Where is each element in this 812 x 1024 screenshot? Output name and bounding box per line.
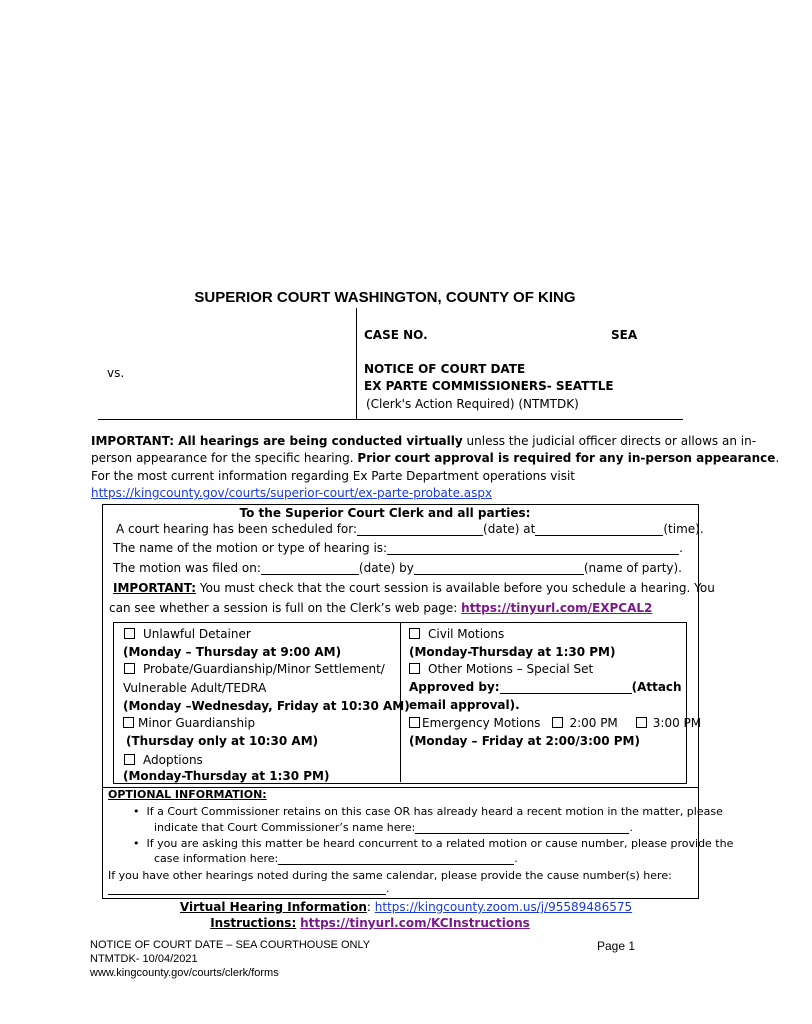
date-field[interactable] — [357, 523, 483, 536]
commissioner-line — [154, 821, 633, 834]
virtual-hearing-line — [0, 900, 812, 914]
case-info-field[interactable] — [278, 853, 514, 865]
bullet-icon: • — [133, 805, 147, 818]
form-important-line-1 — [113, 581, 715, 595]
form-important-line2-text: can see whether a session is full on the Clerk’s web page: — [109, 601, 462, 615]
form-heading: To the Superior Court Clerk and all parties: — [239, 506, 531, 520]
hearing-line — [116, 522, 704, 536]
unlawful-time: (Monday – Thursday at 9:00 AM) — [123, 645, 342, 659]
commissioner-period: . — [629, 821, 633, 834]
probate-time: (Monday –Wednesday, Friday at 10:30 AM) — [123, 699, 410, 713]
unlawful-checkbox[interactable] — [124, 628, 135, 639]
emergency-label: Emergency Motions — [422, 716, 541, 730]
civil-motions-option[interactable] — [409, 627, 504, 641]
probate-checkbox[interactable] — [124, 663, 135, 674]
unlawful-detainer-option[interactable] — [124, 627, 251, 641]
3pm-checkbox[interactable] — [636, 717, 647, 728]
2pm-label: 2:00 PM — [569, 716, 618, 730]
civil-time: (Monday-Thursday at 1:30 PM) — [409, 645, 616, 659]
motion-label: The name of the motion or type of hearing is: — [113, 541, 388, 555]
probate-label-2: Vulnerable Adult/TEDRA — [123, 681, 267, 695]
important-line2-a: person appearance for the specific hearing. — [91, 451, 358, 465]
case-info-line — [154, 852, 518, 865]
caption-divider-right — [356, 419, 683, 420]
probate-label: Probate/Guardianship/Minor Settlement/ — [143, 662, 385, 676]
unlawful-label: Unlawful Detainer — [143, 627, 251, 641]
approved-label: Approved by: — [409, 680, 500, 694]
important-rest: unless the judicial officer directs or allows an in- — [462, 434, 757, 448]
minor-guardianship-option[interactable] — [123, 716, 255, 730]
adoptions-checkbox[interactable] — [124, 754, 135, 765]
vs-label: vs. — [107, 366, 125, 380]
filed-by-label: (date) by — [358, 561, 414, 575]
page-number: Page 1 — [597, 939, 636, 953]
party-suffix: (name of party). — [583, 561, 682, 575]
virtual-sep: : — [366, 900, 375, 914]
email-approval: email approval). — [409, 698, 520, 712]
case-no-label: CASE NO. — [364, 328, 428, 342]
bullet-2-text: If you are asking this matter be heard concurrent to a related motion or cause number, please provide the — [146, 837, 734, 850]
case-info-period: . — [514, 852, 518, 865]
form-important-line-2 — [109, 601, 652, 615]
hearing-label: A court hearing has been scheduled for: — [116, 522, 358, 536]
important-line-1 — [91, 434, 756, 448]
time-suffix: (time). — [663, 522, 704, 536]
emergency-checkbox[interactable] — [409, 717, 420, 728]
adoptions-time: (Monday-Thursday at 1:30 PM) — [123, 769, 330, 783]
ex-parte-link[interactable]: https://kingcounty.gov/courts/superior-court/ex-parte-probate.aspx — [91, 486, 493, 500]
filed-label: The motion was filed on: — [113, 561, 261, 575]
minor-checkbox[interactable] — [123, 717, 134, 728]
virtual-label: Virtual Hearing Information — [179, 900, 367, 914]
notice-subtitle: EX PARTE COMMISSIONERS- SEATTLE — [364, 379, 614, 393]
other-motions-option[interactable] — [409, 662, 593, 676]
important-line2-c: . — [775, 451, 780, 465]
important-line-2 — [91, 451, 779, 465]
optional-heading: OPTIONAL INFORMATION: — [108, 788, 267, 801]
bullet-icon: • — [133, 837, 147, 850]
motion-field[interactable] — [387, 542, 679, 555]
civil-checkbox[interactable] — [409, 628, 420, 639]
important-line-3: For the most current information regarding Ex Parte Department operations visit — [91, 469, 576, 483]
adoptions-option[interactable] — [124, 753, 203, 767]
court-title: SUPERIOR COURT WASHINGTON, COUNTY OF KING — [194, 289, 576, 306]
other-hearings-line — [108, 882, 390, 895]
zoom-link[interactable]: https://kingcounty.zoom.us/j/95589486575 — [374, 900, 633, 914]
attach-label: (Attach — [631, 680, 682, 694]
form-important-label: IMPORTANT: — [113, 581, 197, 595]
2pm-checkbox[interactable] — [552, 717, 563, 728]
commissioner-label: indicate that Court Commissioner’s name here: — [154, 821, 416, 834]
form-important-text: You must check that the court session is available before you schedule a hearing. You — [196, 581, 715, 595]
bullet-1-text: If a Court Commissioner retains on this case OR has already heard a recent motion in the matter, please — [146, 805, 723, 818]
time-field[interactable] — [535, 523, 663, 536]
notice-title: NOTICE OF COURT DATE — [364, 362, 526, 376]
filed-date-field[interactable] — [261, 562, 359, 575]
3pm-label: 3:00 PM — [652, 716, 702, 730]
filed-line — [113, 561, 682, 575]
instructions-link[interactable]: https://tinyurl.com/KCInstructions — [300, 916, 530, 930]
sea-label: SEA — [611, 328, 638, 342]
emergency-time: (Monday – Friday at 2:00/3:00 PM) — [409, 734, 640, 748]
important-lead: IMPORTANT: All hearings are being conducted virtually — [91, 434, 463, 448]
adoptions-label: Adoptions — [143, 753, 203, 767]
civil-label: Civil Motions — [428, 627, 505, 641]
optional-bullet-2 — [133, 837, 733, 850]
footer-form-id: NTMTDK- 10/04/2021 — [90, 953, 198, 965]
approved-line — [409, 680, 682, 694]
footer-title: NOTICE OF COURT DATE – SEA COURTHOUSE ONLY — [90, 939, 371, 951]
probate-option[interactable] — [124, 662, 385, 676]
other-hearings-field[interactable] — [108, 883, 386, 895]
expcal-link[interactable]: https://tinyurl.com/EXPCAL2 — [461, 601, 653, 615]
important-line2-b: Prior court approval is required for any in-person appearance — [357, 451, 776, 465]
emergency-line — [409, 716, 701, 730]
approved-field[interactable] — [500, 681, 632, 694]
minor-time: (Thursday only at 10:30 AM) — [126, 734, 319, 748]
other-hearings-label: If you have other hearings noted during the same calendar, please provide the cause number(s) here: — [108, 869, 672, 882]
party-field[interactable] — [414, 562, 584, 575]
other-hearings-period: . — [386, 882, 390, 895]
other-label: Other Motions – Special Set — [428, 662, 594, 676]
motion-period: . — [679, 541, 683, 555]
caption-divider-vertical — [356, 308, 357, 420]
optional-bullet-1 — [133, 805, 723, 818]
minor-label: Minor Guardianship — [138, 716, 256, 730]
commissioner-field[interactable] — [415, 822, 629, 834]
other-checkbox[interactable] — [409, 663, 420, 674]
case-info-label: case information here: — [154, 852, 279, 865]
notice-code: (Clerk's Action Required) (NTMTDK) — [366, 397, 579, 411]
footer-url: www.kingcounty.gov/courts/clerk/forms — [90, 967, 279, 979]
instructions-line — [0, 916, 740, 930]
caption-divider-left — [98, 419, 356, 420]
date-suffix: (date) at — [483, 522, 536, 536]
instructions-label: Instructions: — [210, 916, 297, 930]
motion-line — [113, 541, 683, 555]
